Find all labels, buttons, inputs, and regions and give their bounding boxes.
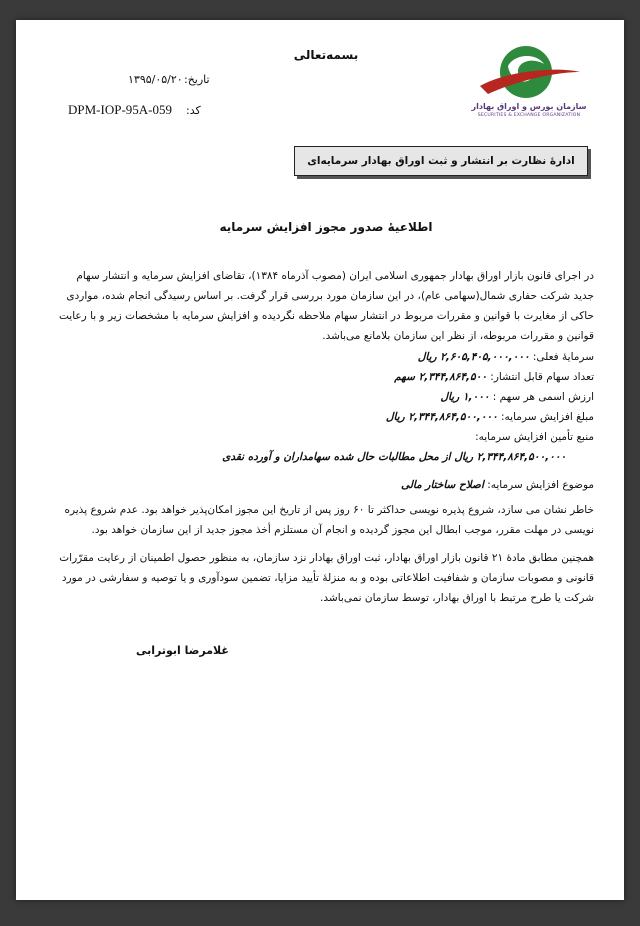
funding-source-row: [76, 427, 594, 447]
par-value-row: [76, 387, 594, 407]
increase-amount-label: مبلغ افزایش سرمایه:: [501, 411, 594, 423]
code-value: DPM-IOP-95A-059: [68, 102, 172, 117]
signer-name: غلامرضا ابوترابی: [136, 644, 229, 657]
funding-source-detail-row: [56, 447, 566, 467]
basmala-heading: بسمه‌تعالی: [293, 48, 359, 62]
current-capital-value: ۲,۶۰۵,۴۰۵,۰۰۰,۰۰۰ ریال: [417, 351, 530, 363]
notice-title: اطلاعیۀ صدور مجوز افزایش سرمایه: [219, 220, 433, 234]
subject-row: [76, 475, 594, 495]
funding-source-label: منبع تأمین افزایش سرمایه:: [475, 431, 594, 443]
shares-value: ۲,۳۴۴,۸۶۴,۵۰۰ سهم: [394, 371, 487, 383]
department-name: ادارۀ نظارت بر انتشار و ثبت اوراق بهادار سرمایه‌ای: [307, 155, 575, 167]
current-capital-row: [76, 347, 594, 367]
subscription-notice: خاطر نشان می سازد، شروع پذیره نویسی حداکثر تا ۶۰ روز پس از تاریخ این مجوز امکان‌پذیر خواهد بود. عدم شروع پذیره نویسی در مهلت مقرر، موجب ابطال این مجوز گردیده و انجام آن مستلزم أخذ مجوز جدید از این سازمان خواهد بود.: [64, 504, 594, 536]
increase-amount-value: ۲,۳۴۴,۸۶۴,۵۰۰,۰۰۰ ریال: [385, 411, 498, 423]
current-capital-label: سرمایۀ فعلی:: [532, 351, 594, 363]
shares-row: [76, 367, 594, 387]
logo-name-fa: سازمان بورس و اوراق بهادار: [471, 102, 587, 111]
logo-name-en: SECURITIES & EXCHANGE ORGANIZATION: [477, 113, 581, 118]
date-label: تاریخ:: [184, 73, 210, 86]
par-value-value: ۱,۰۰۰ ریال: [440, 391, 490, 403]
date-value: ۱۳۹۵/۰۵/۲۰: [128, 73, 183, 86]
letter-page: [16, 20, 624, 900]
shares-label: تعداد سهام قابل انتشار:: [490, 371, 594, 383]
intro-paragraph: در اجرای قانون بازار اوراق بهادار جمهوری اسلامی ایران (مصوب آذرماه ۱۳۸۴)، تقاضای افزایش سرمایه و انتشار سهام جدید شرکت حفاری شمال(سهامی عام)، در این سازمان مورد بررسی قرار گرفت. بر اساس رسیدگی انجام شده، مواردی حاکی از مغایرت با قوانین و مقررات مربوط در انتشار سهام ملاحظه نگردیده و افزایش سرمایه با مشخصات زیر و با رعایت قوانین و مقررات مربوطه، از نظر این سازمان بلامانع می‌باشد.: [58, 270, 594, 342]
code-label: کد:: [186, 104, 201, 117]
funding-source-value: ۲,۳۴۴,۸۶۴,۵۰۰,۰۰۰ ریال از محل مطالبات حال شده سهامداران و آورده نقدی: [222, 451, 566, 463]
par-value-label: ارزش اسمی هر سهم :: [492, 391, 594, 403]
increase-amount-row: [76, 407, 594, 427]
subject-value: اصلاح ساختار مالی: [400, 479, 484, 491]
subject-label: موضوع افزایش سرمایه:: [487, 479, 594, 491]
department-box: [294, 146, 588, 176]
article21-notice: همچنین مطابق مادۀ ۲۱ قانون بازار اوراق بهادار، ثبت اوراق بهادار نزد سازمان، به منظور حصول اطمینان از رعایت مقرّرات قانونی و مصوبات سازمان و شفافیت اطلاعاتی بوده و به منزلۀ تأیید مزایا، تضمین سودآوری و یا توصیه و سفارشی در مورد شرکت یا طرح مرتبط با اوراق بهادار، توسط سازمان نمی‌باشد.: [59, 552, 594, 604]
